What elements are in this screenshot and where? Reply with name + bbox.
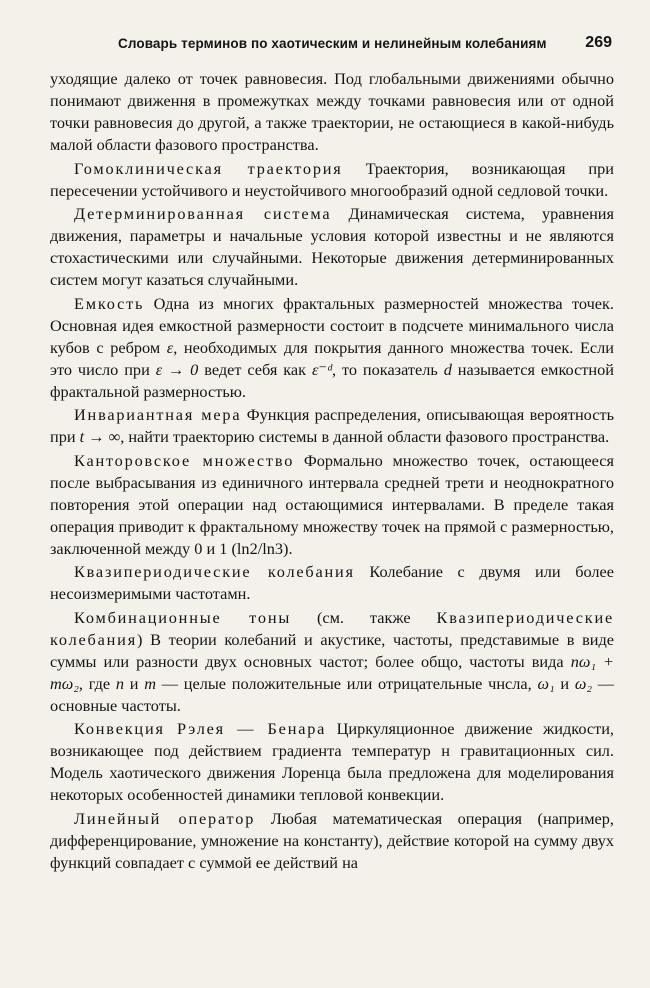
entry-term: Гомоклиническая траектория	[74, 158, 343, 178]
entry-definition: Функция распределения, описывающая вероятность при	[50, 405, 614, 446]
entry-homoclinic-trajectory	[50, 158, 614, 202]
entry-definition: (см. также	[291, 607, 437, 627]
entry-term: Канторовское множество	[74, 450, 295, 470]
entry-term: Инвариантная мера	[74, 405, 242, 424]
paragraph-continuation: уходящие далеко от точек равновесия. Под глобальными движениями обычно понимают движення в промежутках между точками равновесия или от одной точки равновесия до другой, а также траектории, не остающиеся в какой-нибудь малой области фазового пространства.	[50, 69, 614, 154]
entry-definition: называется емкостной фрактальной размерностью.	[50, 359, 614, 401]
entry-rayleigh-benard-convection	[50, 718, 614, 806]
entry-definition: Динамическая система, уравнения движения, параметры и начальные условия которой известны и не являются стохастическими или случайными. Некоторые движения детерминированных систем могут казаться случайными.	[50, 204, 614, 289]
entry-definition: ведет себя как	[198, 359, 312, 379]
body-text	[50, 68, 614, 875]
entry-definition: Циркуляционное движение жидкости, возникающее под действием градиента температур н гравитационных сил. Модель хаотического движения Лоренца была предложена для моделирования некоторых особенностей динамики тепловой конвекции.	[50, 719, 614, 804]
page-header	[60, 32, 612, 60]
m-symbol: m	[144, 673, 156, 693]
d-symbol: d	[443, 359, 452, 379]
entry-invariant-measure	[50, 404, 614, 448]
entry-definition: Колебание с двумя или более несоизмеримыми частотамн.	[50, 562, 614, 603]
entry-definition: , то показатель	[332, 359, 444, 379]
entry-definition: Одна из многих фрактальных размерностей множества точек. Основная идея емкостной размерности состоит в подсчете минимального числа кубов с ребром	[50, 293, 614, 357]
epsilon-symbol: ε	[166, 337, 174, 357]
running-head: Словарь терминов по хаотическим и нелинейным колебаниям	[118, 36, 547, 51]
entry-definition: и	[554, 673, 575, 693]
entry-definition: — основные частоты.	[50, 673, 615, 715]
limit-formula: t → ∞	[79, 427, 121, 446]
entry-definition: Формально множество точек, остающееся после выбрасывания из единичного интервала средней трети и неоднократного повторения этой операции над остающимися интервалами. В пределе такая операция приводит к фрактальному множеству точек на прямой с размерностью, заключенной между 0 и 1 (ln2/ln3).	[50, 450, 614, 558]
power-formula: ε⁻ᵈ	[311, 359, 333, 379]
entry-capacity	[50, 293, 614, 403]
entry-term: Линейный оператор	[74, 808, 256, 828]
entry-definition: ) В теории колебаний и акустике, частоты, представимые в виде суммы или разности двух основных частот; более общо, частоты вида	[50, 629, 614, 671]
entry-quasiperiodic-oscillations	[50, 561, 614, 605]
entry-definition: и	[124, 673, 145, 693]
entry-deterministic-system	[50, 203, 614, 291]
entry-term: Конвекция Рэлея — Бенара	[74, 719, 327, 738]
entry-definition: — целые положительные или отрицательные чнсла,	[156, 673, 538, 693]
entry-cantor-set	[50, 450, 614, 560]
entry-combination-tones	[50, 607, 614, 717]
cross-reference-term: Квазипериодические колебания	[50, 607, 614, 649]
entry-linear-operator	[50, 808, 614, 874]
entry-definition: , найти траекторию системы в данной области фазового пространства.	[120, 427, 610, 446]
frequency-formula: nω₁ + mω₂	[50, 651, 614, 693]
omega1-symbol: ω₁	[537, 673, 555, 693]
n-symbol: n	[115, 673, 125, 693]
limit-formula: ε → 0	[155, 359, 199, 379]
entry-definition: , где	[78, 673, 116, 693]
entry-definition: Траектория, возникающая при пересечении устойчивого и неустойчивого многообразий одной седловой точки.	[50, 158, 614, 200]
entry-term: Емкость	[74, 293, 145, 313]
entry-term: Комбинационные тоны	[74, 607, 292, 627]
entry-definition: , необходимых для покрытия данного множества точек. Если это число при	[50, 337, 614, 379]
entry-term: Детерминированная система	[74, 204, 332, 223]
entry-definition: Любая математическая операция (например, дифференцирование, умножение на константу), действие которой на сумму двух функций совпадает с суммой ее действий на	[50, 808, 614, 872]
omega2-symbol: ω₂	[574, 673, 592, 693]
page-number: 269	[585, 34, 612, 51]
entry-term: Квазипериодические колебания	[74, 562, 355, 581]
